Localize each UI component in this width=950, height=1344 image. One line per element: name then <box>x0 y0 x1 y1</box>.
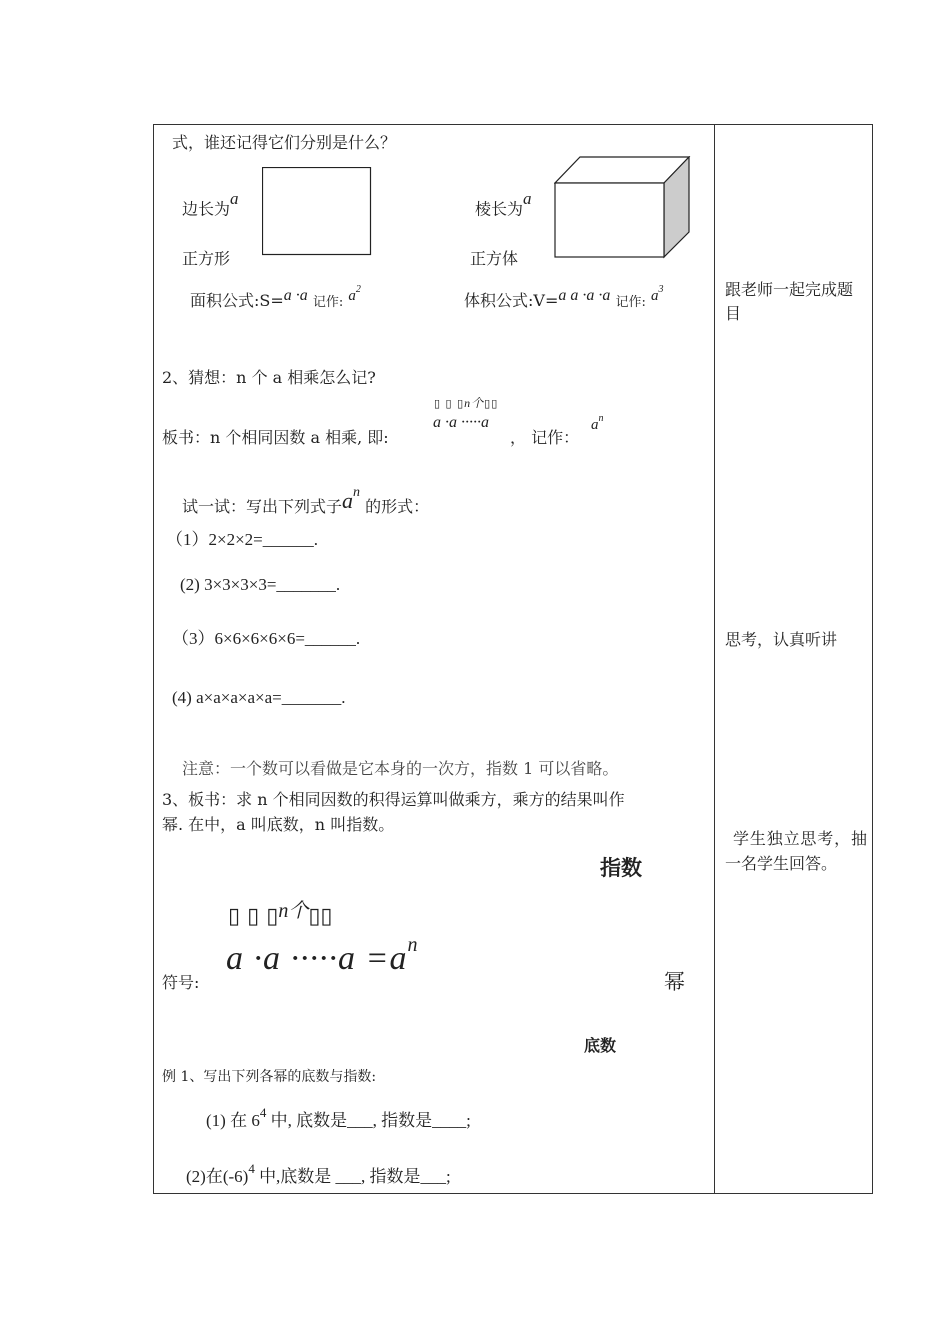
board2-line1: 3、板书：求 n 个相同因数的积得运算叫做乘方，乘方的结果叫作 <box>162 790 625 809</box>
cube-figure <box>554 156 692 260</box>
teacher-note-3: 学生独立思考，抽一名学生回答。 <box>725 829 867 873</box>
exercise-1: （1）2×2×2=______. <box>166 530 319 549</box>
board1-result: $a^n$ <box>591 413 604 433</box>
area-formula: 面积公式:S=a ·a 记作: $a^2$ <box>190 284 361 310</box>
exercise-3: （3）6×6×6×6×6=______. <box>172 629 361 648</box>
exercise-2: (2) 3×3×3×3=_______. <box>180 575 341 594</box>
example-item-1: (1) 在 $6^4$ 中, 底数是___, 指数是____; <box>206 1105 471 1130</box>
exercise-4: (4) a×a×a×a×a=_______. <box>172 688 346 707</box>
guess-line: 2、猜想：n 个 a 相乘怎么记? <box>162 368 376 387</box>
diagram-expression: a ·a ·····a =an <box>226 934 418 977</box>
base-label: 底数 <box>584 1036 617 1055</box>
board1-brace-label: ▯ ▯ ▯n个▯▯ <box>434 396 499 410</box>
example-item-2: (2)在$(-6)^4$ 中,底数是 ___, 指数是___; <box>186 1161 451 1186</box>
board1-noted: ， 记作： <box>510 428 580 447</box>
column-divider <box>714 124 715 1194</box>
volume-formula: 体积公式:V=a a ·a ·a 记作: $a^3$ <box>464 284 664 310</box>
board1-line: 板书：n 个相同因数 a 相乘, 即: <box>162 428 389 447</box>
teacher-note-2: 思考，认真听讲 <box>725 630 838 649</box>
teacher-note-1: 跟老师一起完成题目 <box>725 280 854 323</box>
square-figure <box>262 167 372 257</box>
diagram-brace-label: ▯ ▯ ▯$^{n个}$▯▯ <box>228 900 333 929</box>
exponent-label: 指数 <box>600 856 642 880</box>
intro-line: 式，谁还记得它们分别是什么？ <box>172 133 397 152</box>
cube-edge-label: 棱长为$^a$ <box>475 189 532 219</box>
cube-name: 正方体 <box>470 249 519 268</box>
note-line: 注意：一个数可以看做是它本身的一次方，指数 1 可以省略。 <box>182 759 619 778</box>
example-title: 例 1、写出下列各幂的底数与指数: <box>162 1069 377 1085</box>
board2-line2: 幂. 在中，a 叫底数，n 叫指数。 <box>162 815 395 834</box>
square-side-label: 边长为$^a$ <box>182 189 239 219</box>
try-it-line: 试一试：写出下列式子an 的形式： <box>182 485 430 516</box>
power-label: 幂 <box>664 970 685 994</box>
board1-expr: a ·a ·····a <box>433 414 489 431</box>
symbol-label: 符号: <box>162 973 200 992</box>
square-name: 正方形 <box>182 249 231 268</box>
